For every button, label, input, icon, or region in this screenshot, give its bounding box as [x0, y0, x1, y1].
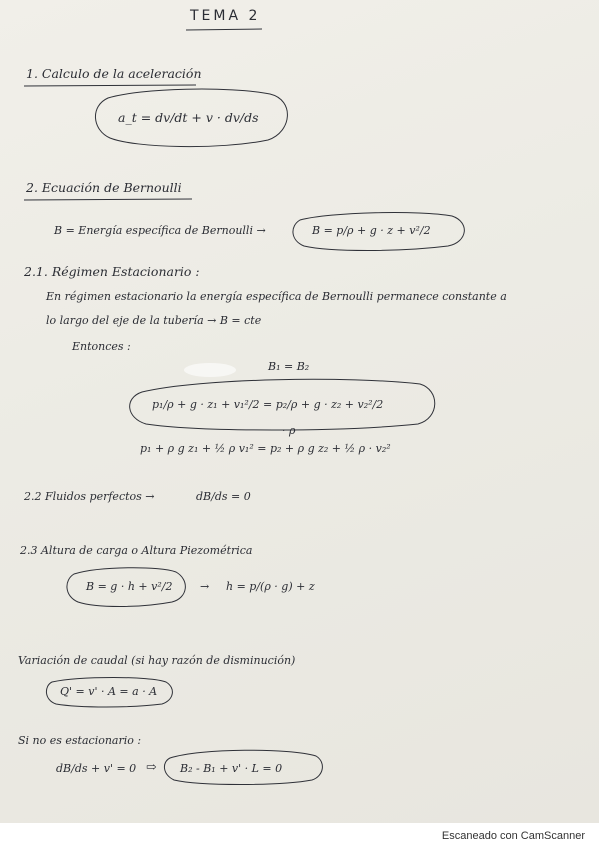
s21-eq3: p₁ + ρ g z₁ + ½ ρ v₁² = p₂ + ρ g z₂ + ½ ρ · v₂²	[140, 442, 391, 455]
s3-formula: Q' = v' · A = a · A	[60, 685, 158, 698]
s3-heading: Variación de caudal (si hay razón de disminución)	[18, 654, 296, 667]
s21-line1: En régimen estacionario la energía específica de Bernoulli permanece constante a	[46, 290, 507, 303]
s1-heading: 1. Calculo de la aceleración	[26, 66, 202, 81]
s23-formula2: h = p/(ρ · g) + z	[226, 580, 315, 593]
s22-formula: dB/ds = 0	[196, 490, 251, 503]
s21-then: Entonces :	[72, 340, 131, 353]
scanner-watermark: Escaneado con CamScanner	[441, 830, 585, 842]
s22-text: 2.2 Fluidos perfectos →	[24, 490, 155, 503]
s4-formula2: B₂ - B₁ + v' · L = 0	[180, 762, 283, 775]
s2-heading: 2. Ecuación de Bernoulli	[26, 180, 182, 195]
s2-heading-underline	[24, 199, 192, 200]
title-underline	[186, 29, 262, 30]
s4-arrow: ⇨	[146, 759, 157, 774]
s2-definition: B = Energía específica de Bernoulli →	[54, 224, 266, 237]
page-title: TEMA 2	[190, 8, 261, 24]
s4-formula1: dB/ds + v' = 0	[56, 762, 137, 775]
s1-formula: a_t = dv/dt + v · dv/ds	[118, 110, 259, 125]
s2-formula: B = p/ρ + g · z + v²/2	[312, 224, 431, 237]
s4-heading: Si no es estacionario :	[18, 734, 142, 747]
s23-formula1: B = g · h + v²/2	[86, 580, 173, 593]
paper-smudge	[184, 363, 236, 377]
s21-line2: lo largo del eje de la tubería → B = cte	[46, 314, 262, 327]
s23-heading: 2.3 Altura de carga o Altura Piezométrica	[20, 544, 253, 557]
s21-eq2: p₁/ρ + g · z₁ + v₁²/2 = p₂/ρ + g · z₂ + v₂²/2	[152, 398, 384, 411]
s23-arrow: →	[200, 580, 210, 593]
s21-times-rho: · ρ	[282, 424, 296, 437]
s1-heading-underline	[24, 85, 196, 86]
s21-heading: 2.1. Régimen Estacionario :	[24, 264, 200, 279]
s21-eq1: B₁ = B₂	[268, 360, 310, 373]
